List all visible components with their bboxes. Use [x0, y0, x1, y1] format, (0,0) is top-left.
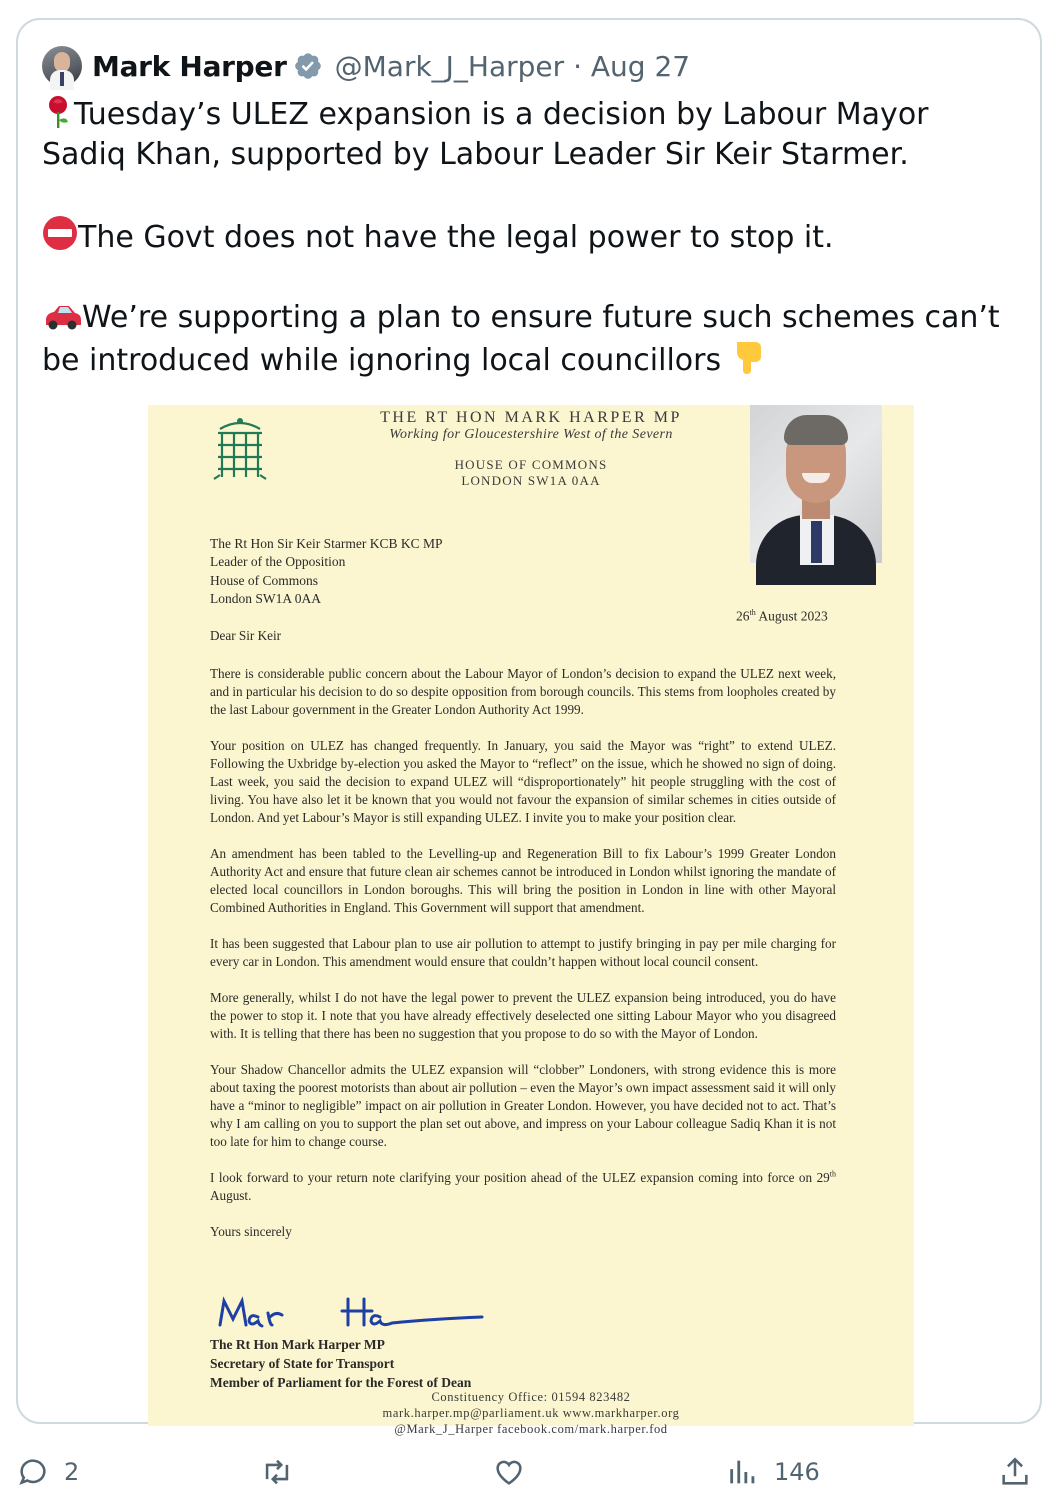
tweet-line-2: The Govt does not have the legal power to stop it.	[78, 220, 834, 255]
rose-emoji	[42, 94, 74, 128]
letter-paragraph: It has been suggested that Labour plan to use air pollution to attempt to justify bringing in pay per mile charging for every car in London. This amendment would ensure that couldn’t happen without local council consent.	[210, 936, 836, 969]
letter-paragraph: Your position on ULEZ has changed frequently. In January, you said the Mayor was “right” to extend ULEZ. Following the Uxbridge by-election you asked the Mayor to “reflect” on the issue, which he showed no sign of doing. Last week, you said the decision to expand ULEZ will “disproportionately” hit people struggling with the cost of living. You have also let it be known that you would not favour the expansion of similar schemes in cities outside of London. And yet Labour’s Mayor is still expanding ULEZ. I invite you to make your position clear.	[210, 738, 836, 825]
tweet-actions	[0, 1444, 1050, 1500]
letter-paragraph: An amendment has been tabled to the Levelling-up and Regeneration Bill to fix Labour’s 1999 Greater London Authority Act and ensure that future clean air schemes cannot be introduced in London whilst ignoring the mandate of elected local councillors in London boroughs. This will bring the position in London in line with other Mayoral Combined Authorities in England. This Government will support that amendment.	[210, 846, 836, 915]
letter-image[interactable]	[148, 405, 914, 1436]
tweet-line-1: Tuesday’s ULEZ expansion is a decision by Labour Mayor Sadiq Khan, supported by Labour Leader Sir Keir Starmer.	[42, 97, 929, 172]
letterhead-postcode: LONDON SW1A 0AA	[461, 473, 601, 488]
letter-body	[210, 627, 836, 1259]
letter-date: 26th August 2023	[736, 608, 828, 624]
letter-paragraph: More generally, whilst I do not have the legal power to prevent the ULEZ expansion being introduced, you do have the power to stop it. I note that you have already effectively deselected one sitting Labour Mayor who you disagreed with. It is telling that there has been no suggestion that you propose to do so with the Mayor of London.	[210, 990, 836, 1041]
no-entry-emoji	[42, 215, 78, 251]
author-name[interactable]: Mark Harper	[92, 49, 287, 83]
retweet-button[interactable]	[260, 1444, 308, 1500]
letter-paragraph: Your Shadow Chancellor admits the ULEZ expansion will “clobber” Londoners, with strong evidence this is more about taxing the poorest motorists than about air pollution – even the Mayor’s own impact assessment said it will only have a “minor to negligible” impact on air pollution in Greater London. However, you have decided not to act. That’s why I am calling on you to support the plan set out above, and impress on your Labour colleague Sadiq Khan it is not too late for him to change course.	[210, 1062, 836, 1149]
car-emoji	[42, 301, 82, 331]
tweet-header	[42, 44, 690, 88]
letter-paragraph: There is considerable public concern about the Labour Mayor of London’s decision to expand the ULEZ next week, and in particular his decision to do so despite opposition from borough councils. This stems from loopholes created by the last Labour government in the Greater London Authority Act 1999.	[210, 666, 836, 717]
pointing-down-emoji	[731, 338, 765, 374]
letter-paragraph: I look forward to your return note clarifying your position ahead of the ULEZ expansion coming into force on 29th August.	[210, 1169, 836, 1203]
signature	[216, 1295, 486, 1335]
letterhead-subtitle: Working for Gloucestershire West of the Severn	[389, 427, 673, 442]
reply-icon	[16, 1455, 50, 1489]
letter-footer: Constituency Office: 01594 823482 mark.harper.mp@parliament.uk www.markharper.org @Mark_J_Harper facebook.com/mark.harper.fod	[382, 1390, 680, 1436]
portrait-photo	[750, 405, 882, 563]
signoff: Yours sincerely	[210, 1224, 292, 1239]
salutation: Dear Sir Keir	[210, 628, 282, 643]
retweet-icon	[260, 1455, 294, 1489]
signature-block: The Rt Hon Mark Harper MP Secretary of State for Transport Member of Parliament for the Forest of Dean	[210, 1337, 472, 1390]
handle-and-date[interactable]: @Mark_J_Harper · Aug 27	[334, 49, 691, 83]
avatar[interactable]	[42, 46, 82, 86]
verified-badge-icon	[293, 51, 323, 81]
share-button[interactable]	[998, 1444, 1032, 1500]
letterhead-name: THE RT HON MARK HARPER MP	[380, 409, 682, 426]
like-icon	[492, 1455, 526, 1489]
letterhead-house: HOUSE OF COMMONS	[454, 457, 608, 472]
like-button[interactable]	[492, 1444, 540, 1500]
recipient-address: The Rt Hon Sir Keir Starmer KCB KC MP Leader of the Opposition House of Commons London SW1A 0AA	[210, 536, 443, 607]
views-button[interactable]	[726, 1444, 820, 1500]
tweet-text	[42, 94, 1002, 421]
share-icon	[998, 1455, 1032, 1489]
views-icon	[726, 1455, 760, 1489]
tweet-card[interactable]	[16, 18, 1042, 1436]
reply-button[interactable]	[16, 1444, 79, 1500]
views-count: 146	[774, 1458, 820, 1486]
reply-count: 2	[64, 1458, 80, 1486]
tweet-line-3: We’re supporting a plan to ensure future such schemes can’t be introduced while ignoring local councillors	[42, 300, 1000, 378]
